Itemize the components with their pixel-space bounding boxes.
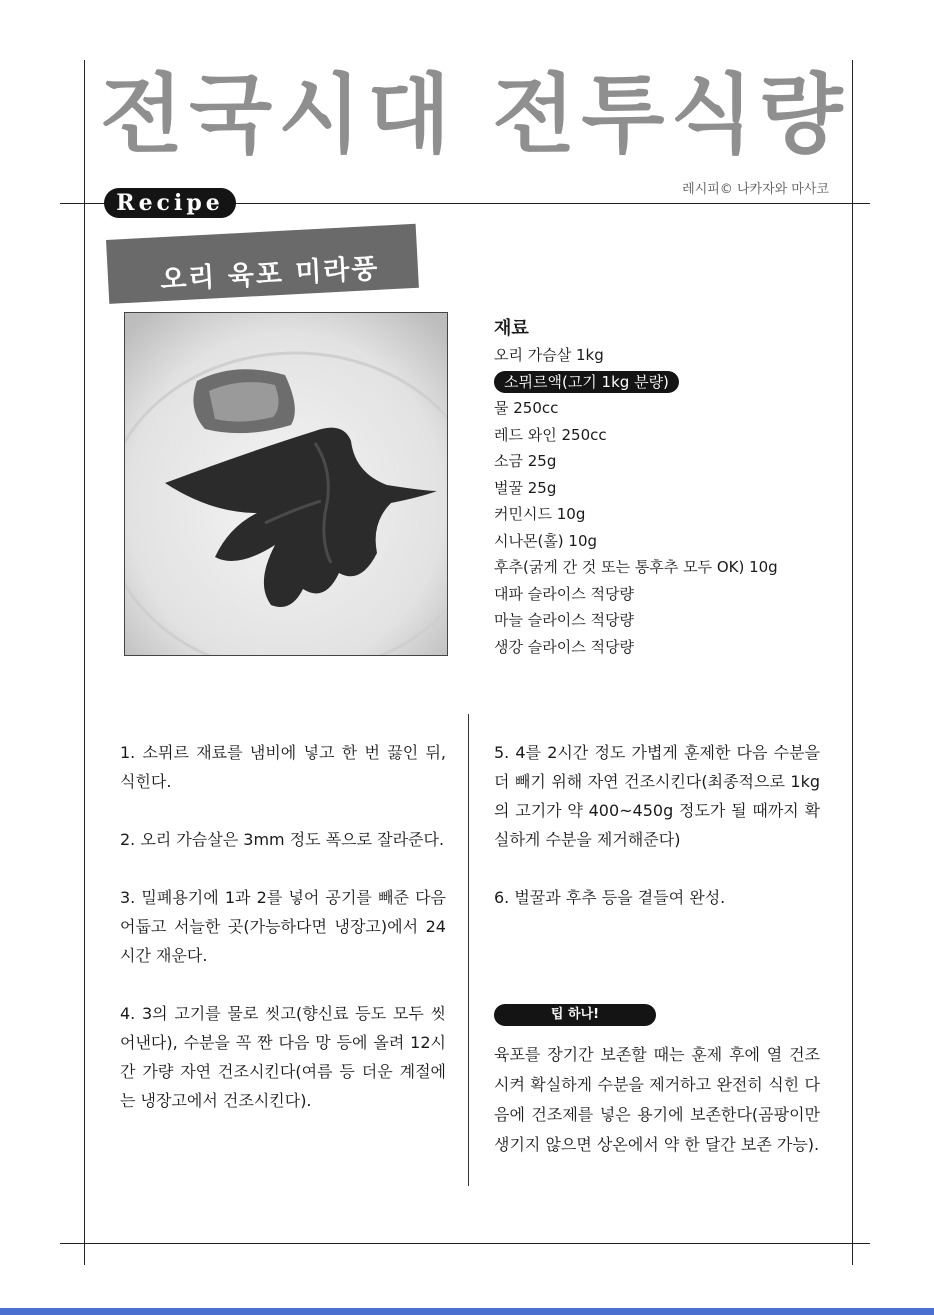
step-3: 3. 밀폐용기에 1과 2를 넣어 공기를 빼준 다음 어둡고 서늘한 곳(가능하다면 냉장고)에서 24시간 재운다. <box>120 888 446 965</box>
ingredient-item: 물 250cc <box>494 399 559 417</box>
recipe-credit: 레시피© 나카자와 마사코 <box>682 182 829 197</box>
step-5: 5. 4를 2시간 정도 가볍게 훈제한 다음 수분을 더 빼기 위해 자연 건조시킨다(최종적으로 1kg의 고기가 약 400~450g 정도가 될 때까지 확실하게 수분을 제거해준다) <box>494 743 820 849</box>
page-title: 전국시대 전투식량 <box>100 65 849 165</box>
steps-right-column <box>494 738 820 941</box>
dish-title: 오리 육포 미라풍 <box>159 253 381 296</box>
recipe-badge: Recipe <box>104 188 236 218</box>
step-4: 4. 3의 고기를 물로 씻고(향신료 등도 모두 씻어낸다), 수분을 꼭 짠 다음 망 등에 올려 12시간 가량 자연 건조시킨다(여름 등 더운 계절에는 냉장고에서 건조시킨다). <box>120 1004 446 1110</box>
steps-left-column <box>120 738 446 1144</box>
ingredient-item: 벌꿀 25g <box>494 478 557 497</box>
frame-line-bottom <box>60 1243 870 1244</box>
tip-badge: 팁 하나! <box>494 1004 656 1026</box>
ingredient-item: 대파 슬라이스 적당량 <box>494 584 634 603</box>
bottom-accent-bar <box>0 1308 934 1315</box>
ingredients-heading: 재료 <box>494 318 529 339</box>
column-divider <box>468 714 469 1186</box>
ingredient-item: 레드 와인 250cc <box>494 425 607 444</box>
ingredient-item: 생강 슬라이스 적당량 <box>494 637 634 656</box>
ingredient-item: 커민시드 10g <box>494 505 586 523</box>
ingredients-list <box>494 342 778 660</box>
ingredient-item: 시나몬(홀) 10g <box>494 531 598 550</box>
frame-line-right <box>852 60 853 1265</box>
step-2: 2. 오리 가슴살은 3mm 정도 폭으로 잘라준다. <box>120 830 445 849</box>
ingredient-item: 후추(굵게 간 것 또는 통후추 모두 OK) 10g <box>494 558 778 576</box>
ingredient-item: 마늘 슬라이스 적당량 <box>494 611 634 629</box>
ingredient-item: 소금 25g <box>494 452 557 470</box>
tip-text: 육포를 장기간 보존할 때는 훈제 후에 열 건조시켜 확실하게 수분을 제거하고 완전히 식힌 다음에 건조제를 넣은 용기에 보존한다(곰팡이만 생기지 않으면 상온에서 약 한 달간 보존 가능). <box>494 1045 820 1154</box>
frame-line-left <box>84 60 85 1265</box>
dish-photo-image <box>125 313 447 655</box>
dish-photo <box>124 312 448 656</box>
ingredient-item: 오리 가슴살 1kg <box>494 346 604 364</box>
ingredient-subheading-label: 소뮈르액(고기 1kg 분량) <box>494 371 679 393</box>
step-1: 1. 소뮈르 재료를 냄비에 넣고 한 번 끓인 뒤, 식힌다. <box>120 743 446 791</box>
step-6: 6. 벌꿀과 후추 등을 곁들여 완성. <box>494 888 726 907</box>
ingredient-subheading <box>494 369 778 396</box>
